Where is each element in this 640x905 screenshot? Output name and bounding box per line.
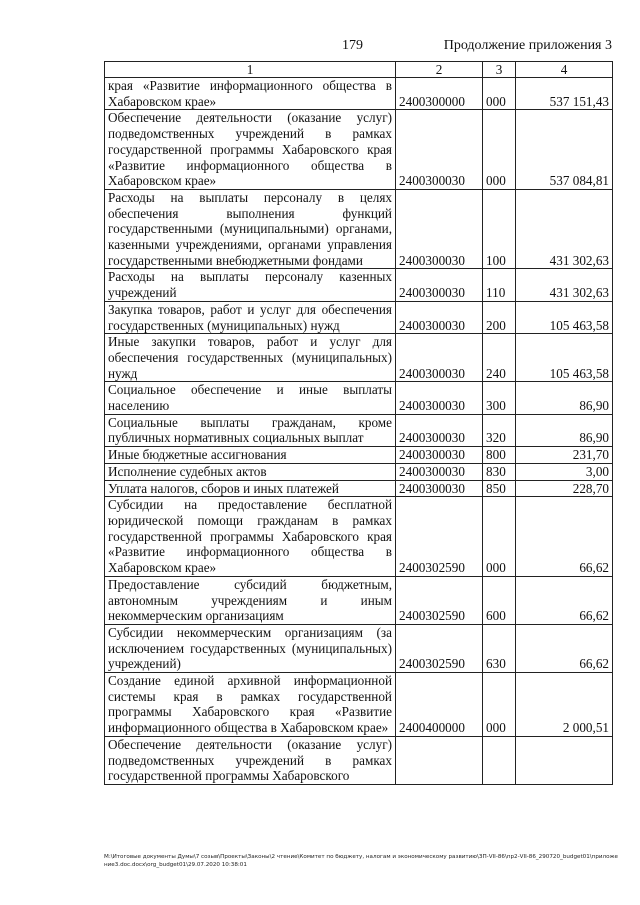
page-number: 179	[342, 38, 363, 53]
row-name-cell: Субсидии на предоставление бесплатной юридической помощи гражданам в рамках государственной программы Хабаровского края «Развитие информационного общества в Хабаровском крае»	[105, 497, 396, 577]
row-amount-cell: 3,00	[516, 463, 613, 480]
row-kvr-cell	[483, 736, 516, 784]
table-row	[105, 736, 613, 784]
row-code-cell: 2400300030	[396, 463, 483, 480]
row-name-cell: Социальные выплаты гражданам, кроме публичных нормативных социальных выплат	[105, 414, 396, 446]
row-code-cell: 2400400000	[396, 673, 483, 737]
row-kvr-cell: 110	[483, 269, 516, 301]
row-code-cell: 2400302590	[396, 576, 483, 624]
column-number-2: 2	[396, 62, 483, 78]
row-code-cell: 2400302590	[396, 497, 483, 577]
table-body	[105, 78, 613, 785]
row-amount-cell: 228,70	[516, 480, 613, 497]
row-code-cell: 2400300030	[396, 447, 483, 464]
row-amount-cell: 66,62	[516, 624, 613, 672]
page-header	[0, 38, 640, 58]
row-code-cell: 2400300030	[396, 334, 483, 382]
row-amount-cell: 2 000,51	[516, 673, 613, 737]
row-kvr-cell: 000	[483, 497, 516, 577]
row-kvr-cell: 320	[483, 414, 516, 446]
row-amount-cell: 537 084,81	[516, 110, 613, 190]
row-amount-cell: 231,70	[516, 447, 613, 464]
row-name-cell: Социальное обеспечение и иные выплаты населению	[105, 382, 396, 414]
column-number-4: 4	[516, 62, 613, 78]
row-amount-cell: 66,62	[516, 576, 613, 624]
column-number-row	[105, 62, 613, 78]
row-code-cell: 2400300030	[396, 480, 483, 497]
table-row	[105, 673, 613, 737]
row-name-cell: Расходы на выплаты персоналу казенных учреждений	[105, 269, 396, 301]
row-kvr-cell: 000	[483, 78, 516, 110]
table-row	[105, 269, 613, 301]
row-amount-cell: 537 151,43	[516, 78, 613, 110]
row-code-cell: 2400300030	[396, 269, 483, 301]
row-code-cell	[396, 736, 483, 784]
row-name-cell: Иные бюджетные ассигнования	[105, 447, 396, 464]
row-code-cell: 2400300000	[396, 78, 483, 110]
row-kvr-cell: 830	[483, 463, 516, 480]
row-amount-cell: 431 302,63	[516, 189, 613, 269]
row-name-cell: Создание единой архивной информационной системы края в рамках государственной программы Хабаровского края «Развитие информационного общества в Хабаровском крае»	[105, 673, 396, 737]
column-number-3: 3	[483, 62, 516, 78]
table-row	[105, 463, 613, 480]
table-row	[105, 78, 613, 110]
row-kvr-cell: 850	[483, 480, 516, 497]
row-name-cell: Обеспечение деятельности (оказание услуг) подведомственных учреждений в рамках государственной программы Хабаровского	[105, 736, 396, 784]
table-row	[105, 382, 613, 414]
row-name-cell: Предоставление субсидий бюджетным, автономным учреждениям и иным некоммерческим организациям	[105, 576, 396, 624]
row-amount-cell: 105 463,58	[516, 334, 613, 382]
table-row	[105, 624, 613, 672]
row-name-cell: Исполнение судебных актов	[105, 463, 396, 480]
table-row	[105, 480, 613, 497]
row-code-cell: 2400300030	[396, 382, 483, 414]
table-row	[105, 334, 613, 382]
row-amount-cell: 86,90	[516, 414, 613, 446]
table-row	[105, 414, 613, 446]
row-amount-cell: 66,62	[516, 497, 613, 577]
row-amount-cell: 86,90	[516, 382, 613, 414]
row-amount-cell	[516, 736, 613, 784]
row-kvr-cell: 000	[483, 110, 516, 190]
row-name-cell: Обеспечение деятельности (оказание услуг) подведомственных учреждений в рамках государственной программы Хабаровского края «Развитие информационного общества в Хабаровском крае»	[105, 110, 396, 190]
continuation-label: Продолжение приложения 3	[443, 38, 612, 53]
row-code-cell: 2400300030	[396, 189, 483, 269]
file-path-footer: M:\Итоговые документы Думы\7 созыв\Проекты\Законы\2 чтение\Комитет по бюджету, налогам и экономическому развитию\ЗП-VII-86\пр2-VII-86_290720_budget01\приложение3.doc.docx\org_budget01\29.07.2020 10:38:01	[104, 854, 618, 868]
row-code-cell: 2400300030	[396, 301, 483, 333]
row-code-cell: 2400302590	[396, 624, 483, 672]
table-row	[105, 497, 613, 577]
row-name-cell: Иные закупки товаров, работ и услуг для обеспечения государственных (муниципальных) нужд	[105, 334, 396, 382]
row-name-cell: края «Развитие информационного общества в Хабаровском крае»	[105, 78, 396, 110]
row-kvr-cell: 240	[483, 334, 516, 382]
table-row	[105, 301, 613, 333]
row-name-cell: Расходы на выплаты персоналу в целях обеспечения выполнения функций государственными (муниципальными) органами, казенными учреждениями, органами управления государственными внебюджетными фондами	[105, 189, 396, 269]
row-code-cell: 2400300030	[396, 414, 483, 446]
table-row	[105, 576, 613, 624]
row-kvr-cell: 300	[483, 382, 516, 414]
row-kvr-cell: 800	[483, 447, 516, 464]
row-kvr-cell: 630	[483, 624, 516, 672]
row-name-cell: Уплата налогов, сборов и иных платежей	[105, 480, 396, 497]
table-row	[105, 189, 613, 269]
table-row	[105, 447, 613, 464]
row-kvr-cell: 100	[483, 189, 516, 269]
table-row	[105, 110, 613, 190]
row-name-cell: Закупка товаров, работ и услуг для обеспечения государственных (муниципальных) нужд	[105, 301, 396, 333]
row-kvr-cell: 200	[483, 301, 516, 333]
row-name-cell: Субсидии некоммерческим организациям (за исключением государственных (муниципальных) учреждений)	[105, 624, 396, 672]
row-amount-cell: 105 463,58	[516, 301, 613, 333]
row-amount-cell: 431 302,63	[516, 269, 613, 301]
row-kvr-cell: 000	[483, 673, 516, 737]
budget-table	[104, 61, 613, 785]
row-code-cell: 2400300030	[396, 110, 483, 190]
row-kvr-cell: 600	[483, 576, 516, 624]
column-number-1: 1	[105, 62, 396, 78]
